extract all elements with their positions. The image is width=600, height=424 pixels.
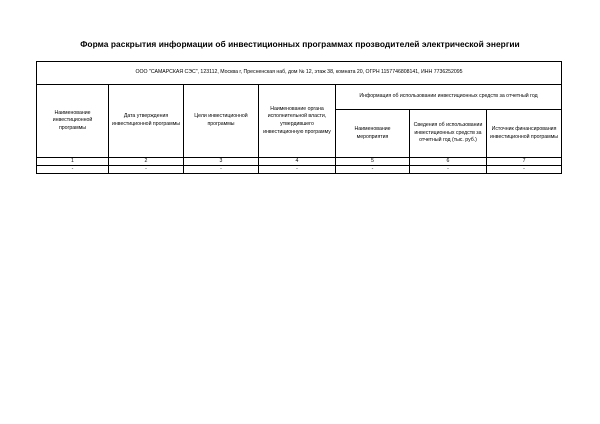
header-program-goals: Цели инвестиционной программы	[184, 85, 259, 158]
column-number: 2	[109, 158, 184, 166]
column-number-row	[37, 158, 562, 166]
header-row	[37, 85, 562, 110]
column-number: 5	[336, 158, 410, 166]
cell-value: -	[259, 166, 336, 174]
cell-value: -	[487, 166, 562, 174]
cell-value: -	[410, 166, 487, 174]
header-approval-date: Дата утверждения инвестиционной программы	[109, 85, 184, 158]
cell-value: -	[37, 166, 109, 174]
cell-value: -	[184, 166, 259, 174]
disclosure-table	[36, 61, 562, 174]
column-number: 6	[410, 158, 487, 166]
organization-row	[37, 62, 562, 85]
header-usage-group: Информация об использовании инвестиционных средств за отчетный год	[336, 85, 562, 110]
table-row	[37, 166, 562, 174]
column-number: 7	[487, 158, 562, 166]
cell-value: -	[109, 166, 184, 174]
header-authority: Наименование органа исполнительной власти, утвердившего инвестиционную программу	[259, 85, 336, 158]
header-activity-name: Наименование мероприятия	[336, 110, 410, 158]
column-number: 4	[259, 158, 336, 166]
header-funding-source: Источник финансирования инвестиционной программы	[487, 110, 562, 158]
header-usage-info: Сведения об использовании инвестиционных средств за отчетный год (тыс. руб.)	[410, 110, 487, 158]
column-number: 1	[37, 158, 109, 166]
header-program-name: Наименование инвестиционной программы	[37, 85, 109, 158]
organization-info: ООО "САМАРСКАЯ СЭС", 123112, Москва г, Пресненская наб, дом № 12, этаж 38, комната 20, ОГРН 1157746808141, ИНН 7736252095	[37, 62, 562, 85]
column-number: 3	[184, 158, 259, 166]
cell-value: -	[336, 166, 410, 174]
document-title: Форма раскрытия информации об инвестиционных программах прозводителей электрической энергии	[80, 39, 520, 49]
